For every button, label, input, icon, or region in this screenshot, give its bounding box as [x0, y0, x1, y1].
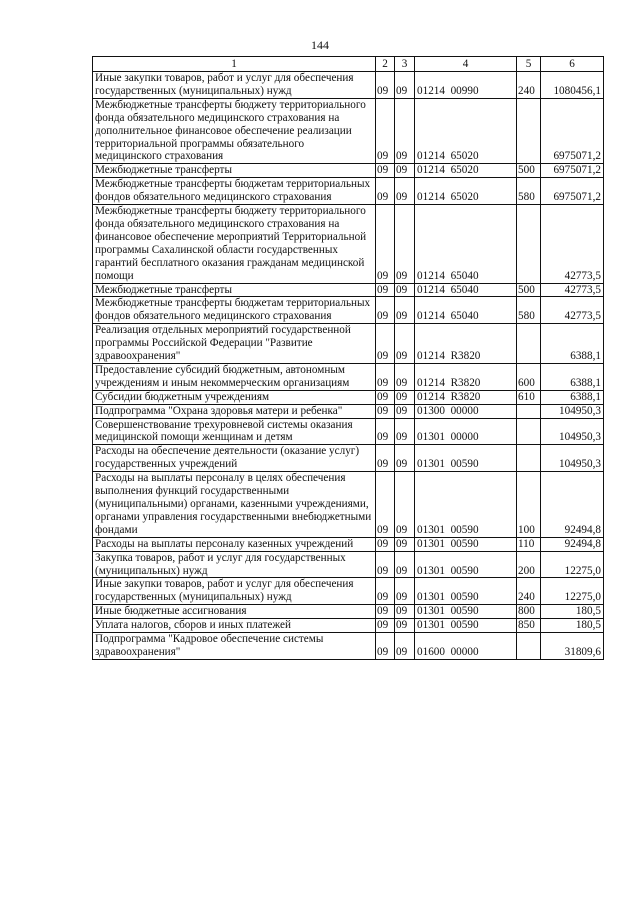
table-row [93, 390, 604, 404]
table-row [93, 98, 604, 164]
section-code-cell: 09 [376, 297, 395, 324]
target-article-cell: 01214 65020 [415, 178, 517, 205]
subsection-code-cell: 09 [395, 619, 415, 633]
row-name-cell: Подпрограмма "Охрана здоровья матери и ребенка" [93, 404, 376, 418]
amount-cell: 12275,0 [541, 551, 604, 578]
subsection-code-cell: 09 [395, 324, 415, 364]
section-code-cell: 09 [376, 178, 395, 205]
column-header: 6 [541, 57, 604, 72]
table-row [93, 605, 604, 619]
amount-cell: 6975071,2 [541, 178, 604, 205]
section-code-cell: 09 [376, 324, 395, 364]
amount-cell: 104950,3 [541, 418, 604, 445]
expense-type-cell [517, 404, 541, 418]
row-name-cell: Расходы на выплаты персоналу казенных учреждений [93, 537, 376, 551]
table-header-row [93, 57, 604, 72]
section-code-cell: 09 [376, 98, 395, 164]
row-name-cell: Иные закупки товаров, работ и услуг для обеспечения государственных (муниципальных) нужд [93, 578, 376, 605]
expense-type-cell: 110 [517, 537, 541, 551]
amount-cell: 92494,8 [541, 537, 604, 551]
target-article-cell: 01301 00590 [415, 472, 517, 538]
amount-cell: 42773,5 [541, 297, 604, 324]
row-name-cell: Межбюджетные трансферты бюджету территориального фонда обязательного медицинского страхования на финансовое обеспечение мероприятий Территориальной программы Сахалинской области государственных гарантий бесплатного оказания гражданам медицинской помощи [93, 205, 376, 283]
row-name-cell: Межбюджетные трансферты бюджету территориального фонда обязательного медицинского страхования на дополнительное финансовое обеспечение реализации территориальной программы обязательного медицинского страхования [93, 98, 376, 164]
amount-cell: 6975071,2 [541, 164, 604, 178]
table-row [93, 551, 604, 578]
target-article-cell: 01301 00000 [415, 418, 517, 445]
section-code-cell: 09 [376, 418, 395, 445]
section-code-cell: 09 [376, 551, 395, 578]
column-header: 1 [93, 57, 376, 72]
table-row [93, 297, 604, 324]
target-article-cell: 01214 65040 [415, 283, 517, 297]
amount-cell: 31809,6 [541, 633, 604, 660]
target-article-cell: 01214 R3820 [415, 363, 517, 390]
expense-type-cell: 500 [517, 164, 541, 178]
subsection-code-cell: 09 [395, 605, 415, 619]
subsection-code-cell: 09 [395, 72, 415, 99]
section-code-cell: 09 [376, 619, 395, 633]
amount-cell: 1080456,1 [541, 72, 604, 99]
subsection-code-cell: 09 [395, 404, 415, 418]
section-code-cell: 09 [376, 633, 395, 660]
section-code-cell: 09 [376, 164, 395, 178]
expense-type-cell: 580 [517, 297, 541, 324]
expense-type-cell [517, 205, 541, 283]
target-article-cell: 01600 00000 [415, 633, 517, 660]
amount-cell: 6388,1 [541, 363, 604, 390]
expense-type-cell: 500 [517, 283, 541, 297]
amount-cell: 180,5 [541, 605, 604, 619]
table-row [93, 72, 604, 99]
target-article-cell: 01301 00590 [415, 537, 517, 551]
section-code-cell: 09 [376, 205, 395, 283]
expense-type-cell: 200 [517, 551, 541, 578]
amount-cell: 6388,1 [541, 390, 604, 404]
target-article-cell: 01300 00000 [415, 404, 517, 418]
section-code-cell: 09 [376, 390, 395, 404]
page-number: 144 [311, 38, 329, 52]
subsection-code-cell: 09 [395, 472, 415, 538]
section-code-cell: 09 [376, 578, 395, 605]
row-name-cell: Межбюджетные трансферты бюджетам территориальных фондов обязательного медицинского страхования [93, 178, 376, 205]
subsection-code-cell: 09 [395, 363, 415, 390]
section-code-cell: 09 [376, 537, 395, 551]
table-row [93, 178, 604, 205]
expense-type-cell: 800 [517, 605, 541, 619]
target-article-cell: 01301 00590 [415, 551, 517, 578]
column-header: 5 [517, 57, 541, 72]
table-row [93, 619, 604, 633]
column-header: 4 [415, 57, 517, 72]
table-row [93, 537, 604, 551]
target-article-cell: 01301 00590 [415, 445, 517, 472]
row-name-cell: Совершенствование трехуровневой системы оказания медицинской помощи женщинам и детям [93, 418, 376, 445]
table-row [93, 404, 604, 418]
row-name-cell: Иные закупки товаров, работ и услуг для обеспечения государственных (муниципальных) нужд [93, 72, 376, 99]
table-row [93, 363, 604, 390]
expense-type-cell: 100 [517, 472, 541, 538]
subsection-code-cell: 09 [395, 205, 415, 283]
expense-type-cell: 240 [517, 578, 541, 605]
expense-type-cell: 600 [517, 363, 541, 390]
target-article-cell: 01301 00590 [415, 578, 517, 605]
table-row [93, 324, 604, 364]
target-article-cell: 01214 R3820 [415, 390, 517, 404]
section-code-cell: 09 [376, 445, 395, 472]
subsection-code-cell: 09 [395, 178, 415, 205]
row-name-cell: Закупка товаров, работ и услуг для государственных (муниципальных) нужд [93, 551, 376, 578]
expense-type-cell: 580 [517, 178, 541, 205]
subsection-code-cell: 09 [395, 98, 415, 164]
expense-type-cell [517, 445, 541, 472]
subsection-code-cell: 09 [395, 551, 415, 578]
expense-type-cell: 850 [517, 619, 541, 633]
subsection-code-cell: 09 [395, 537, 415, 551]
amount-cell: 180,5 [541, 619, 604, 633]
amount-cell: 92494,8 [541, 472, 604, 538]
subsection-code-cell: 09 [395, 283, 415, 297]
section-code-cell: 09 [376, 72, 395, 99]
target-article-cell: 01301 00590 [415, 619, 517, 633]
row-name-cell: Уплата налогов, сборов и иных платежей [93, 619, 376, 633]
section-code-cell: 09 [376, 472, 395, 538]
target-article-cell: 01214 65020 [415, 164, 517, 178]
target-article-cell: 01301 00590 [415, 605, 517, 619]
expense-type-cell: 610 [517, 390, 541, 404]
amount-cell: 104950,3 [541, 445, 604, 472]
amount-cell: 6388,1 [541, 324, 604, 364]
target-article-cell: 01214 R3820 [415, 324, 517, 364]
section-code-cell: 09 [376, 363, 395, 390]
table-row [93, 633, 604, 660]
expense-type-cell [517, 418, 541, 445]
budget-table [92, 56, 604, 660]
subsection-code-cell: 09 [395, 390, 415, 404]
subsection-code-cell: 09 [395, 418, 415, 445]
target-article-cell: 01214 65020 [415, 98, 517, 164]
table-row [93, 418, 604, 445]
row-name-cell: Расходы на выплаты персоналу в целях обеспечения выполнения функций государственными (муниципальными) органами, казенными учреждениями, органами управления государственными внебюджетными фондами [93, 472, 376, 538]
table-row [93, 445, 604, 472]
expense-type-cell [517, 633, 541, 660]
subsection-code-cell: 09 [395, 578, 415, 605]
row-name-cell: Иные бюджетные ассигнования [93, 605, 376, 619]
row-name-cell: Реализация отдельных мероприятий государственной программы Российской Федерации "Развитие здравоохранения" [93, 324, 376, 364]
row-name-cell: Межбюджетные трансферты [93, 283, 376, 297]
row-name-cell: Межбюджетные трансферты [93, 164, 376, 178]
expense-type-cell [517, 98, 541, 164]
section-code-cell: 09 [376, 283, 395, 297]
table-row [93, 472, 604, 538]
target-article-cell: 01214 00990 [415, 72, 517, 99]
row-name-cell: Субсидии бюджетным учреждениям [93, 390, 376, 404]
target-article-cell: 01214 65040 [415, 297, 517, 324]
amount-cell: 12275,0 [541, 578, 604, 605]
expense-type-cell: 240 [517, 72, 541, 99]
expense-type-cell [517, 324, 541, 364]
section-code-cell: 09 [376, 605, 395, 619]
amount-cell: 42773,5 [541, 283, 604, 297]
table-row [93, 578, 604, 605]
target-article-cell: 01214 65040 [415, 205, 517, 283]
table-row [93, 164, 604, 178]
row-name-cell: Предоставление субсидий бюджетным, автономным учреждениям и иным некоммерческим организациям [93, 363, 376, 390]
amount-cell: 42773,5 [541, 205, 604, 283]
column-header: 2 [376, 57, 395, 72]
subsection-code-cell: 09 [395, 445, 415, 472]
row-name-cell: Расходы на обеспечение деятельности (оказание услуг) государственных учреждений [93, 445, 376, 472]
table-row [93, 283, 604, 297]
row-name-cell: Подпрограмма "Кадровое обеспечение системы здравоохранения" [93, 633, 376, 660]
table-row [93, 205, 604, 283]
subsection-code-cell: 09 [395, 297, 415, 324]
subsection-code-cell: 09 [395, 633, 415, 660]
amount-cell: 6975071,2 [541, 98, 604, 164]
column-header: 3 [395, 57, 415, 72]
amount-cell: 104950,3 [541, 404, 604, 418]
row-name-cell: Межбюджетные трансферты бюджетам территориальных фондов обязательного медицинского страхования [93, 297, 376, 324]
section-code-cell: 09 [376, 404, 395, 418]
subsection-code-cell: 09 [395, 164, 415, 178]
table-body [93, 72, 604, 660]
